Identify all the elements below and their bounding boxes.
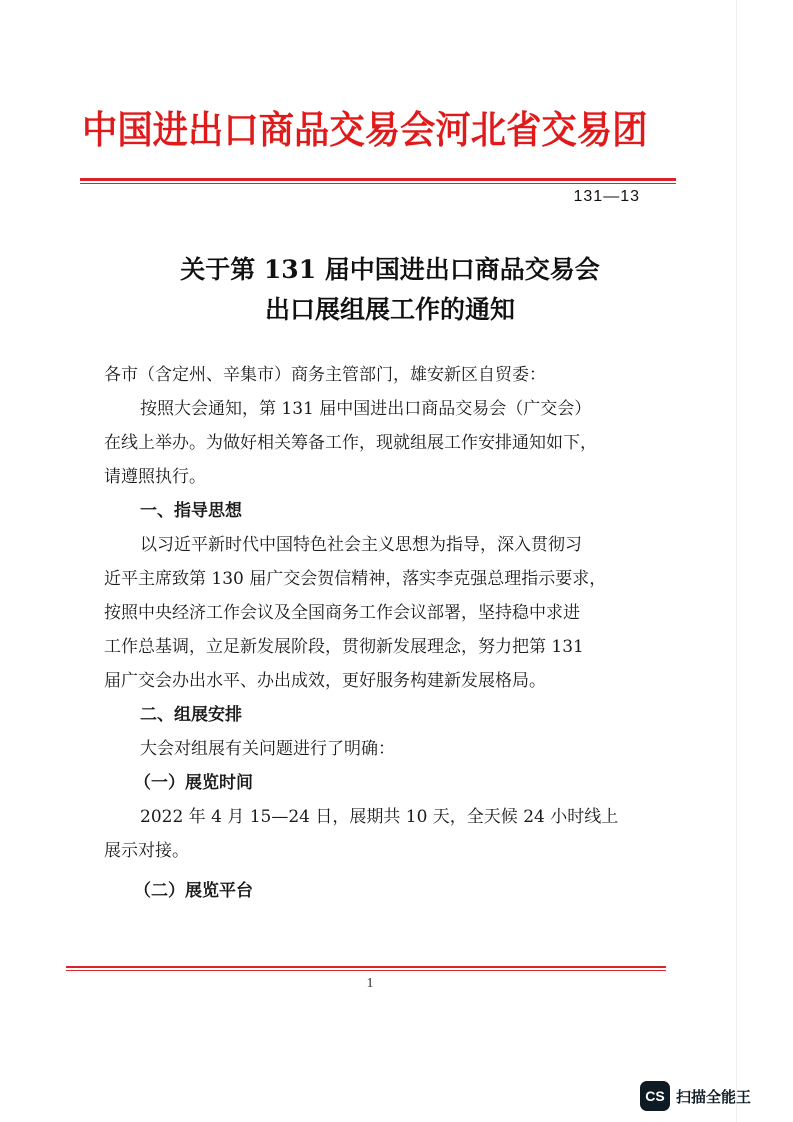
- subsection-1-heading: （一）展览时间: [134, 773, 253, 793]
- salutation: 各市（含定州、辛集市）商务主管部门，雄安新区自贸委：: [104, 365, 546, 385]
- org-header: 中国进出口商品交易会河北省交易团: [82, 108, 648, 152]
- intro-line-3: 请遵照执行。: [104, 467, 206, 487]
- title-line-2: 出口展组展工作的通知: [264, 295, 515, 324]
- document-title: [120, 250, 660, 330]
- subsection-1-line-1: 2022 年 4 月 15—24 日，展期共 10 天，全天候 24 小时线上: [140, 807, 619, 827]
- footer-red-rule-thin: [66, 970, 666, 971]
- subsection-2-heading: （二）展览平台: [134, 881, 253, 901]
- subsection-1-line-2: 展示对接。: [104, 841, 189, 861]
- section-1-heading: 一、指导思想: [140, 501, 242, 521]
- header-red-rule-thin: [80, 183, 676, 184]
- scan-edge: [736, 0, 737, 1122]
- section-1-line-4: 工作总基调，立足新发展阶段，贯彻新发展理念，努力把第 131: [104, 637, 584, 657]
- header-red-rule: [80, 178, 676, 181]
- section-1-line-2: 近平主席致第 130 届广交会贺信精神，落实李克强总理指示要求，: [104, 569, 607, 589]
- camscanner-icon: CS: [640, 1081, 670, 1111]
- page-number: 1: [366, 976, 374, 991]
- section-1-line-3: 按照中央经济工作会议及全国商务工作会议部署，坚持稳中求进: [104, 603, 580, 623]
- section-2-heading: 二、组展安排: [140, 705, 242, 725]
- intro-line-2: 在线上举办。为做好相关筹备工作，现就组展工作安排通知如下，: [104, 433, 597, 453]
- camscanner-watermark: [640, 1079, 751, 1113]
- section-1-line-1: 以习近平新时代中国特色社会主义思想为指导，深入贯彻习: [140, 535, 582, 555]
- section-2-intro: 大会对组展有关问题进行了明确：: [140, 739, 395, 759]
- camscanner-label: 扫描全能王: [676, 1087, 752, 1106]
- intro-line-1: 按照大会通知，第 131 届中国进出口商品交易会（广交会）: [140, 399, 592, 419]
- document-body: [104, 358, 674, 908]
- section-1-line-5: 届广交会办出水平、办出成效，更好服务构建新发展格局。: [104, 671, 546, 691]
- footer-red-rule: [66, 966, 666, 968]
- title-line-1: 关于第 131 届中国进出口商品交易会: [180, 255, 600, 284]
- document-number: 131—13: [573, 188, 640, 205]
